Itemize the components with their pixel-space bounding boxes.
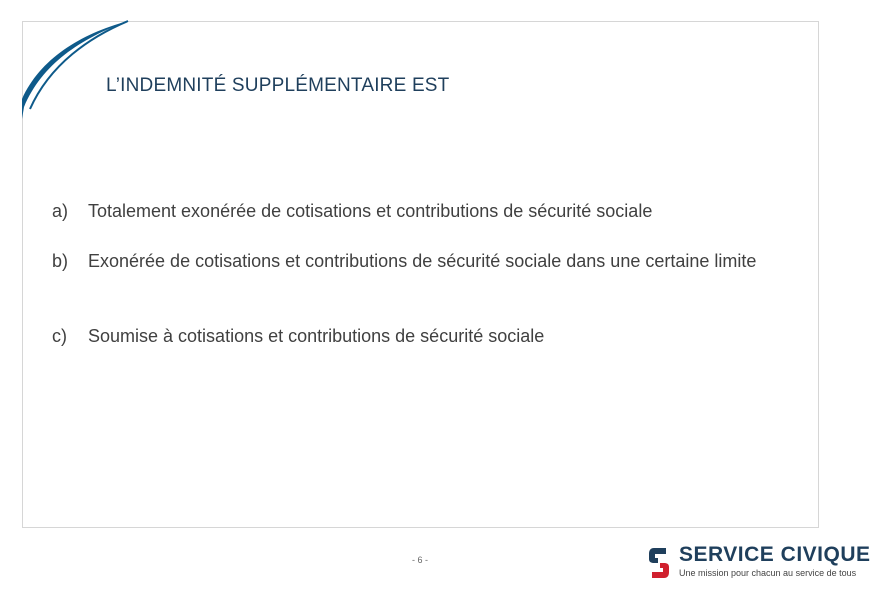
logo-name: SERVICE CIVIQUE: [679, 543, 871, 566]
corner-swoosh-decoration: [20, 19, 140, 119]
slide-frame: [22, 21, 819, 528]
service-civique-s-icon: [648, 546, 670, 580]
option-b-marker: b): [52, 251, 69, 271]
option-c-marker: c): [52, 326, 67, 346]
option-c: [52, 324, 812, 348]
slide-title: L’INDEMNITÉ SUPPLÉMENTAIRE EST: [106, 75, 450, 96]
option-c-text: Soumise à cotisations et contributions de sécurité sociale: [88, 326, 545, 346]
service-civique-logo: [648, 543, 871, 583]
logo-tagline: Une mission pour chacun au service de tous: [679, 568, 857, 578]
page-number: - 6 -: [412, 555, 429, 565]
option-a-text: Totalement exonérée de cotisations et contributions de sécurité sociale: [88, 201, 653, 221]
option-a-marker: a): [52, 201, 69, 221]
option-b-text: Exonérée de cotisations et contributions de sécurité sociale dans une certaine limite: [88, 251, 757, 271]
option-a: [52, 199, 812, 223]
option-b: [52, 249, 812, 273]
